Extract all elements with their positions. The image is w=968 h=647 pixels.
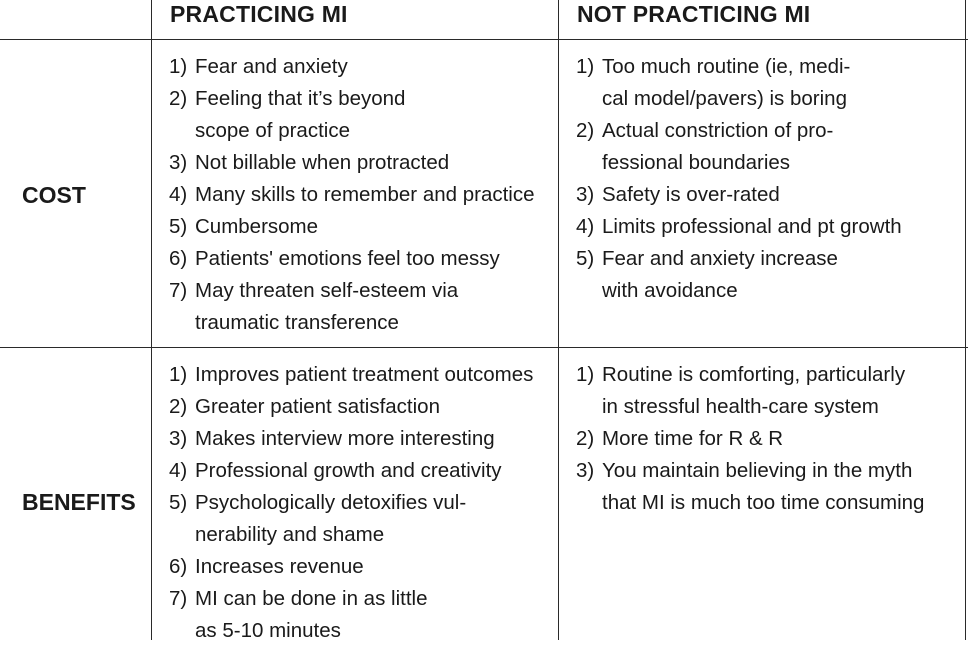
list-item-number: 1) [576,55,595,78]
list-item [576,423,961,455]
row-header-benefits: BENEFITS [22,489,136,515]
list-item [169,211,554,243]
list-item-number: 1) [169,363,188,386]
column-header-practicing: PRACTICING MI [170,1,348,27]
list-item-number: 3) [576,459,595,482]
list-item-text: Greater patient satisfaction [195,395,440,418]
row-header-cost: COST [22,182,86,208]
list-item [576,211,961,243]
column-divider-right [965,0,966,640]
list-item [169,83,554,147]
list-item-number: 4) [169,183,188,206]
list-item [576,455,961,519]
list-item-text: Actual constriction of pro- [602,119,834,142]
list-item-number: 1) [169,55,188,78]
list-item [169,423,554,455]
list-item-text: Many skills to remember and practice [195,183,535,206]
list-item-text: Feeling that it’s beyond [195,87,406,110]
list-item [576,359,961,423]
list-item [169,243,554,275]
list-item-text: You maintain believing in the myth [602,459,913,482]
list-item-text: May threaten self-esteem via [195,279,459,302]
list-item-text: cal model/pavers) is boring [602,87,847,110]
column-divider-2 [558,0,559,640]
list-item-number: 3) [169,427,188,450]
list-item [576,115,961,179]
list-item [169,51,554,83]
list-item-text: Increases revenue [195,555,364,578]
cost-not-practicing-list [576,51,961,307]
list-item-text: Safety is over-rated [602,183,780,206]
list-item-text: More time for R & R [602,427,784,450]
list-item [576,51,961,115]
column-divider-1 [151,0,152,640]
list-item-text: Routine is comforting, particularly [602,363,906,386]
list-item-text: that MI is much too time consuming [602,491,925,514]
column-header-not-practicing: NOT PRACTICING MI [577,1,811,27]
list-item-number: 5) [169,491,188,514]
benefits-not-practicing-list [576,359,961,519]
list-item-text: Improves patient treatment outcomes [195,363,534,386]
list-item [169,551,554,583]
list-item-number: 3) [576,183,595,206]
list-item-number: 1) [576,363,595,386]
list-item-number: 2) [576,427,595,450]
list-item-text: Makes interview more interesting [195,427,495,450]
cost-practicing-list [169,51,554,339]
list-item-text: nerability and shame [195,523,385,546]
list-item-number: 2) [169,87,188,110]
list-item-text: traumatic transference [195,311,399,334]
list-item-text: Professional growth and creativity [195,459,502,482]
list-item-number: 7) [169,279,188,302]
list-item-text: Cumbersome [195,215,319,238]
benefits-practicing-list [169,359,554,647]
list-item [576,179,961,211]
list-item-text: fessional boundaries [602,151,791,174]
list-item-text: Fear and anxiety increase [602,247,838,270]
list-item-number: 6) [169,247,188,270]
list-item-number: 5) [169,215,188,238]
list-item [169,359,554,391]
list-item-number: 4) [169,459,188,482]
list-item-number: 7) [169,587,188,610]
list-item-number: 2) [576,119,595,142]
list-item-text: Not billable when protracted [195,151,450,174]
list-item-text: Patients' emotions feel too messy [195,247,500,270]
row-divider-header [0,39,968,40]
list-item-text: Too much routine (ie, medi- [602,55,851,78]
list-item [169,391,554,423]
list-item [169,487,554,551]
list-item-number: 4) [576,215,595,238]
row-divider-cost [0,347,968,348]
list-item-text: Limits professional and pt growth [602,215,902,238]
list-item [169,275,554,339]
list-item-number: 2) [169,395,188,418]
list-item-number: 3) [169,151,188,174]
list-item-text: in stressful health-care system [602,395,879,418]
list-item-text: scope of practice [195,119,350,142]
list-item-text: Psychologically detoxifies vul- [195,491,467,514]
list-item [169,583,554,647]
list-item [169,147,554,179]
list-item-number: 5) [576,247,595,270]
list-item-number: 6) [169,555,188,578]
list-item-text: MI can be done in as little [195,587,428,610]
list-item-text: as 5-10 minutes [195,619,341,642]
list-item-text: with avoidance [602,279,738,302]
list-item [169,455,554,487]
list-item [169,179,554,211]
list-item-text: Fear and anxiety [195,55,348,78]
list-item [576,243,961,307]
